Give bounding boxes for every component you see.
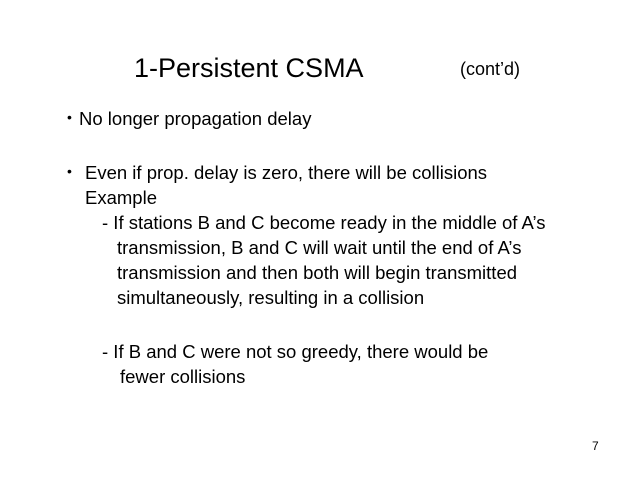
example-case1-line1: - If stations B and C become ready in the middle of A’s (102, 212, 546, 233)
page-number: 7 (592, 439, 599, 453)
slide-subtitle: (cont’d) (460, 59, 521, 79)
bullet-marker: • (67, 163, 72, 179)
example-case1-line2: transmission, B and C will wait until the end of A’s (117, 237, 522, 258)
example-case2-line2: fewer collisions (120, 366, 246, 387)
bullet-collisions-statement: Even if prop. delay is zero, there will be collisions (85, 162, 488, 183)
bullet-marker: • (67, 109, 72, 125)
example-case1-line4: simultaneously, resulting in a collision (117, 287, 425, 308)
example-case2-line1: - If B and C were not so greedy, there would be (102, 341, 489, 362)
example-label: Example (85, 187, 157, 208)
slide-title: 1-Persistent CSMA (134, 53, 364, 83)
bullet-no-propagation-delay: No longer propagation delay (79, 108, 312, 129)
example-case1-line3: transmission and then both will begin transmitted (117, 262, 518, 283)
